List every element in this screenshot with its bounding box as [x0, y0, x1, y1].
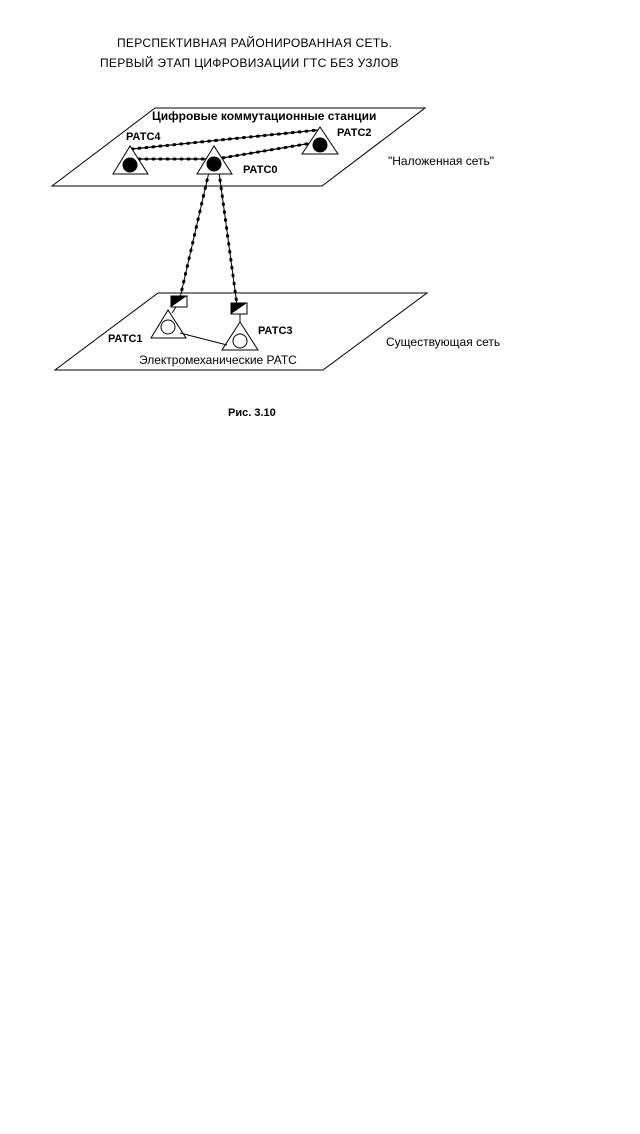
- lower-plane-label: Электромеханические РАТС: [139, 353, 297, 367]
- link-ratc1-ratc3: [180, 333, 227, 345]
- station-ratc3: [222, 322, 258, 350]
- station-ratc4: [113, 146, 148, 174]
- upper-plane-side-label: "Наложенная сеть": [388, 154, 495, 168]
- station-ratc1: [151, 310, 186, 338]
- label-ratc4: РАТС4: [126, 131, 161, 143]
- figure-caption: Рис. 3.10: [228, 407, 276, 419]
- label-ratc2: РАТС2: [337, 127, 372, 139]
- lower-plane-side-label: Существующая сеть: [386, 335, 501, 349]
- label-ratc1: РАТС1: [108, 333, 143, 345]
- label-ratc0: РАТС0: [243, 164, 278, 176]
- interface-ratc3: [231, 303, 247, 322]
- title-line-1: ПЕРСПЕКТИВНАЯ РАЙОНИРОВАННАЯ СЕТЬ.: [117, 36, 393, 50]
- upper-plane-label: Цифровые коммутационные станции: [152, 109, 377, 123]
- interface-ratc1: [171, 296, 187, 313]
- vertical-links: [180, 172, 237, 305]
- label-ratc3: РАТС3: [258, 325, 293, 337]
- title-line-2: ПЕРВЫЙ ЭТАП ЦИФРОВИЗАЦИИ ГТС БЕЗ УЗЛОВ: [100, 56, 399, 70]
